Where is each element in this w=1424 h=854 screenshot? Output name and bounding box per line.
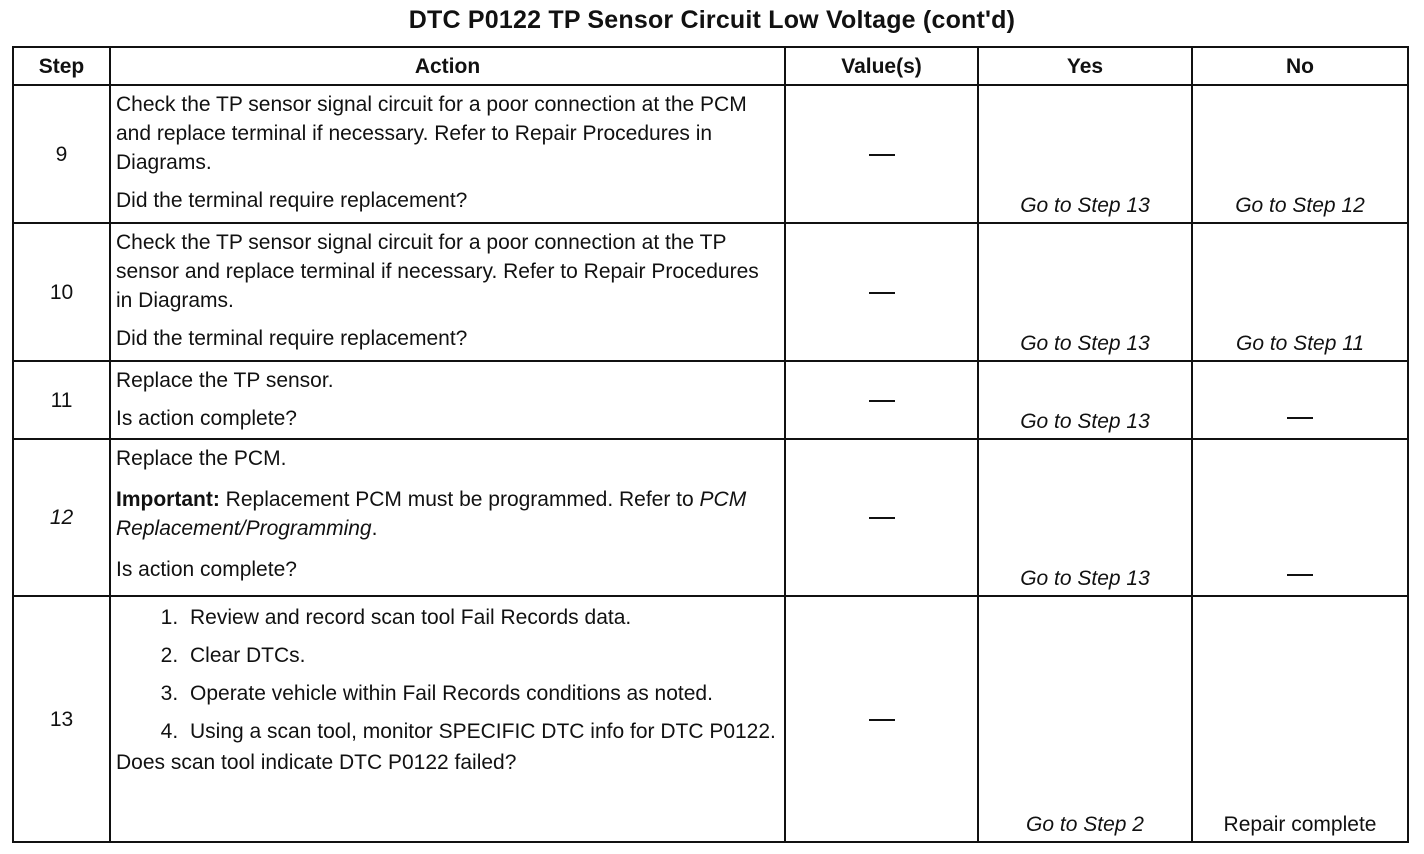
value-cell bbox=[785, 223, 978, 361]
table-row bbox=[13, 439, 1408, 596]
value-cell bbox=[785, 361, 978, 439]
action-cell bbox=[110, 439, 785, 596]
step-number: 11 bbox=[13, 361, 110, 439]
page-title: DTC P0122 TP Sensor Circuit Low Voltage (cont'd) bbox=[408, 6, 1016, 34]
action-question: Does scan tool indicate DTC P0122 failed? bbox=[116, 751, 517, 774]
action-question: Is action complete? bbox=[116, 558, 297, 581]
header-values: Value(s) bbox=[785, 47, 978, 85]
no-dash bbox=[1287, 417, 1313, 419]
action-question: Did the terminal require replacement? bbox=[116, 327, 468, 350]
value-dash bbox=[869, 400, 895, 402]
action-question: Is action complete? bbox=[116, 407, 297, 430]
header-row bbox=[13, 47, 1408, 85]
step-number: 13 bbox=[13, 596, 110, 842]
important-text: Replacement PCM must be programmed. Refer to bbox=[225, 488, 694, 511]
yes-result: Go to Step 13 bbox=[978, 361, 1192, 439]
list-item: 2. Clear DTCs. bbox=[184, 641, 778, 670]
step-number: 10 bbox=[13, 223, 110, 361]
no-result: Go to Step 11 bbox=[1192, 223, 1408, 361]
no-result: Repair complete bbox=[1192, 596, 1408, 842]
yes-result: Go to Step 2 bbox=[978, 596, 1192, 842]
value-dash bbox=[869, 719, 895, 721]
yes-result: Go to Step 13 bbox=[978, 223, 1192, 361]
no-result bbox=[1192, 439, 1408, 596]
yes-result: Go to Step 13 bbox=[978, 439, 1192, 596]
value-cell bbox=[785, 596, 978, 842]
header-yes: Yes bbox=[978, 47, 1192, 85]
value-dash bbox=[869, 292, 895, 294]
value-cell bbox=[785, 85, 978, 223]
important-note: Important: Replacement PCM must be programmed. Refer to PCM Replacement/Programming. bbox=[116, 488, 747, 540]
step-number: 12 bbox=[13, 439, 110, 596]
no-result bbox=[1192, 361, 1408, 439]
value-cell bbox=[785, 439, 978, 596]
action-text: Check the TP sensor signal circuit for a poor connection at the TP sensor and replace terminal if necessary. Refer to Repair Procedures in Diagrams. bbox=[116, 231, 759, 312]
table-row bbox=[13, 361, 1408, 439]
action-cell bbox=[110, 361, 785, 439]
list-item: 3. Operate vehicle within Fail Records conditions as noted. bbox=[184, 679, 778, 708]
value-dash bbox=[869, 517, 895, 519]
table-row bbox=[13, 223, 1408, 361]
header-no: No bbox=[1192, 47, 1408, 85]
table-row bbox=[13, 85, 1408, 223]
action-text: Replace the PCM. bbox=[116, 447, 287, 470]
diagnostic-table bbox=[12, 46, 1409, 843]
no-result: Go to Step 12 bbox=[1192, 85, 1408, 223]
important-label: Important: bbox=[116, 488, 220, 511]
yes-result: Go to Step 13 bbox=[978, 85, 1192, 223]
action-question: Did the terminal require replacement? bbox=[116, 189, 468, 212]
procedure-list bbox=[116, 603, 778, 746]
header-step: Step bbox=[13, 47, 110, 85]
action-text: Check the TP sensor signal circuit for a poor connection at the PCM and replace terminal if necessary. Refer to Repair Procedures in Diagrams. bbox=[116, 93, 747, 174]
action-text: Replace the TP sensor. bbox=[116, 369, 334, 392]
list-item: 1. Review and record scan tool Fail Records data. bbox=[184, 603, 778, 632]
action-cell bbox=[110, 85, 785, 223]
table-row bbox=[13, 596, 1408, 842]
action-cell bbox=[110, 596, 785, 842]
step-number: 9 bbox=[13, 85, 110, 223]
action-cell bbox=[110, 223, 785, 361]
no-dash bbox=[1287, 574, 1313, 576]
list-item: 4. Using a scan tool, monitor SPECIFIC DTC info for DTC P0122. bbox=[184, 717, 778, 746]
header-action: Action bbox=[110, 47, 785, 85]
value-dash bbox=[869, 154, 895, 156]
important-reference: PCM Replacement/Programming bbox=[116, 488, 747, 540]
